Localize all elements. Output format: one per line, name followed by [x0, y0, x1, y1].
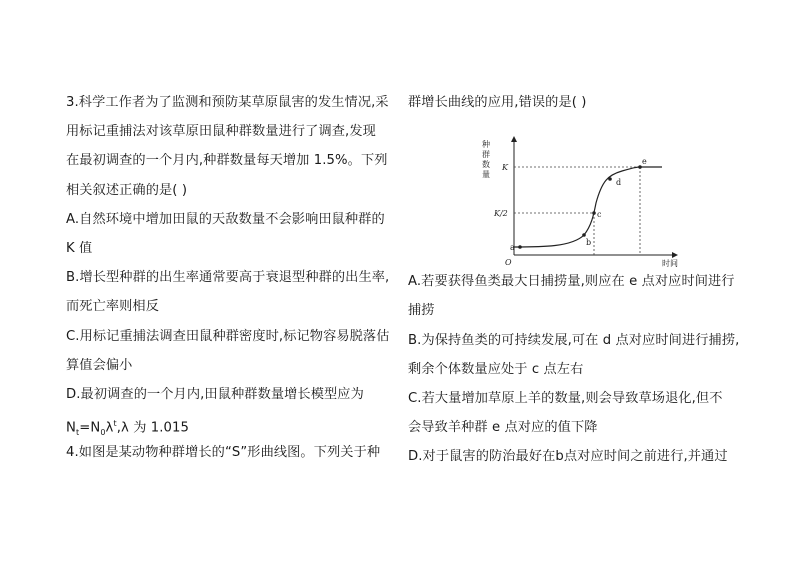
- q4-option-b-line-1: B.为保持鱼类的可持续发展,可在 d 点对应时间进行捕捞,: [408, 332, 740, 348]
- y-axis-label-char-2: 群: [482, 150, 490, 160]
- q4-option-b-line-2: 剩余个体数量应处于 c 点左右: [408, 361, 584, 377]
- formula-n: N: [66, 420, 76, 436]
- formula-lambda: λ: [105, 420, 114, 436]
- q3-option-c-line-2: 算值会偏小: [66, 357, 133, 373]
- q3-option-b-line-2: 而死亡率则相反: [66, 299, 160, 315]
- k-label: K: [502, 163, 508, 173]
- q3-stem-line-2: 用标记重捕法对该草原田鼠种群数量进行了调查,发现: [66, 124, 376, 140]
- label-a: a: [510, 243, 515, 253]
- y-axis-label-char-3: 数: [482, 160, 490, 170]
- origin-label: O: [505, 258, 512, 268]
- x-axis-label: 时间: [662, 259, 678, 268]
- formula-sup-t: t: [113, 419, 117, 429]
- s-curve-figure: [408, 117, 738, 267]
- k2-label: K/2: [494, 209, 508, 219]
- q4-option-a-line-2: 捕捞: [408, 303, 435, 319]
- right-column: [408, 88, 738, 472]
- q3-option-d-formula: [66, 409, 388, 438]
- label-e: e: [642, 157, 647, 167]
- q4-stem-line-1: 4.如图是某动物种群增长的“S”形曲线图。下列关于种: [66, 445, 381, 461]
- q4-option-d-line-1: D.对于鼠害的防治最好在b点对应时间之前进行,并通过: [408, 449, 728, 465]
- formula-sub-0: 0: [100, 428, 106, 438]
- left-column: [66, 88, 388, 467]
- q3-option-a-line-1: A.自然环境中增加田鼠的天敌数量不会影响田鼠种群的: [66, 211, 385, 227]
- q3-option-a-line-2: K 值: [66, 240, 93, 256]
- q3-option-b-line-1: B.增长型种群的出生率通常要高于衰退型种群的出生率,: [66, 270, 390, 286]
- label-d: d: [616, 178, 622, 188]
- formula-eq-n: =N: [79, 420, 101, 436]
- q4-option-a-line-1: A.若要获得鱼类最大日捕捞量,则应在 e 点对应时间进行: [408, 274, 735, 290]
- s-curve-graph: [472, 117, 702, 267]
- q3-stem-line-4: 相关叙述正确的是( ): [66, 182, 188, 198]
- formula-sub-t: t: [75, 428, 80, 438]
- q4-stem-line-2: 群增长曲线的应用,错误的是( ): [408, 95, 587, 110]
- point-a: [518, 245, 522, 249]
- label-b: b: [586, 238, 592, 248]
- q4-option-c-line-1: C.若大量增加草原上羊的数量,则会导致草场退化,但不: [408, 390, 723, 406]
- y-axis-label-char-4: 量: [482, 170, 490, 180]
- point-c: [592, 211, 596, 215]
- y-axis-label-char-1: 种: [482, 140, 490, 150]
- q3-option-d-line-1: D.最初调查的一个月内,田鼠种群数量增长模型应为: [66, 386, 364, 402]
- q4-option-c-line-2: 会导致羊种群 e 点对应的值下降: [408, 420, 598, 436]
- label-c: c: [597, 210, 602, 220]
- q3-option-c-line-1: C.用标记重捕法调查田鼠种群密度时,标记物容易脱落估: [66, 328, 390, 344]
- formula-tail: ,λ 为 1.015: [116, 420, 190, 436]
- point-b: [582, 233, 586, 237]
- q3-stem-line-3: 在最初调查的一个月内,种群数量每天增加 1.5%。下列: [66, 153, 388, 169]
- point-d: [608, 177, 612, 181]
- q3-stem-line-1: 3.科学工作者为了监测和预防某草原鼠害的发生情况,采: [66, 95, 389, 110]
